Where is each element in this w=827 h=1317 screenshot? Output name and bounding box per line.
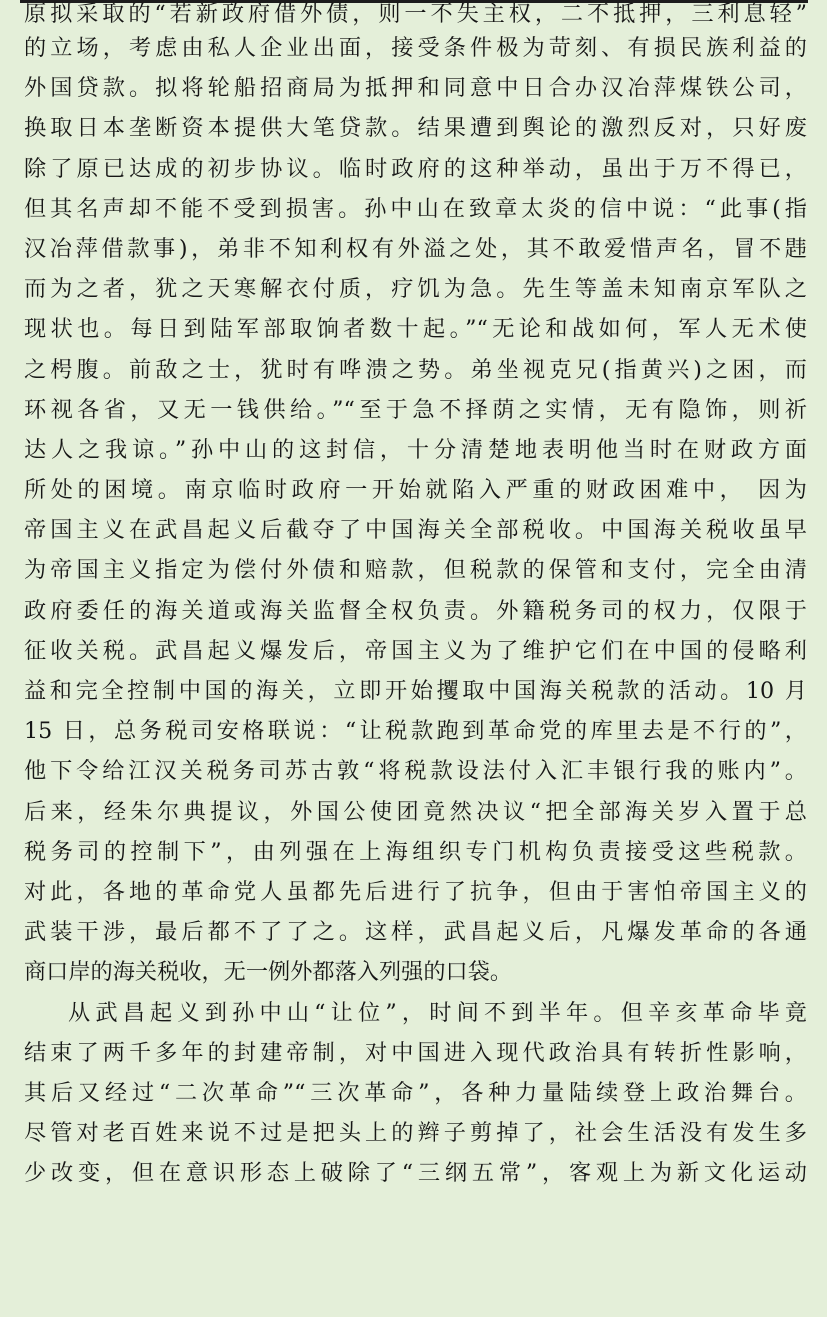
- paragraph-2: [24, 993, 807, 1194]
- text-line: 帝国主义在武昌起义后截夺了中国海关全部税收。中国海关税收虽早: [24, 517, 807, 544]
- text-line: 现状也。每日到陆军部取饷者数十起。”“无论和战如何，军人无术使: [24, 316, 807, 343]
- text-line: 后来，经朱尔典提议，外国公使团竟然决议“把全部海关岁入置于总: [24, 798, 807, 825]
- text-line: 原拟采取的“若新政府借外债，则一不失主权，二不抵押，三利息轻”: [24, 1, 807, 27]
- text-line: 其后又经过“二次革命”“三次革命”，各种力量陆续登上政治舞台。: [24, 1079, 807, 1106]
- text-line: 征收关税。武昌起义爆发后，帝国主义为了维护它们在中国的侵略利: [24, 637, 807, 664]
- text-line: 武装干涉，最后都不了了之。这样，武昌起义后，凡爆发革命的各通: [24, 919, 807, 946]
- text-line: 少改变，但在意识形态上破除了“三纲五常”，客观上为新文化运动: [24, 1160, 807, 1187]
- text-line: 外国贷款。拟将轮船招商局为抵押和同意中日合办汉冶萍煤铁公司，: [24, 75, 807, 102]
- text-line: 但其名声却不能不受到损害。孙中山在致章太炎的信中说：“此事(指: [24, 195, 807, 222]
- text-line: 益和完全控制中国的海关，立即开始攫取中国海关税款的活动。10 月: [24, 678, 807, 704]
- text-line: 尽管对老百姓来说不过是把头上的辫子剪掉了，社会生活没有发生多: [24, 1120, 807, 1147]
- text-line: 为帝国主义指定为偿付外债和赔款，但税款的保管和支付，完全由清: [24, 557, 807, 584]
- text-line: 除了原已达成的初步协议。临时政府的这种举动，虽出于万不得已，: [24, 155, 807, 182]
- document-page: [24, 0, 807, 1193]
- text-line: 环视各省，又无一钱供给。”“至于急不择荫之实情，无有隐饰，则祈: [24, 396, 807, 423]
- paragraph-1: [24, 0, 807, 993]
- text-line: 他下令给江汉关税务司苏古敦“将税款设法付入汇丰银行我的账内”。: [24, 758, 807, 785]
- text-line: 的立场，考虑由私人企业出面，接受条件极为苛刻、有损民族利益的: [24, 35, 807, 61]
- text-line: 15 日，总务税司安格联说：“让税款跑到革命党的库里去是不行的”，: [24, 718, 807, 745]
- text-line: 所处的困境。南京临时政府一开始就陷入严重的财政困难中， 因为: [24, 477, 807, 504]
- text-line: 换取日本垄断资本提供大笔贷款。结果遭到舆论的激烈反对，只好废: [24, 115, 807, 142]
- text-line: 税务司的控制下”，由列强在上海组织专门机构负责接受这些税款。: [24, 838, 807, 865]
- text-line: 商口岸的海关税收，无一例外都落入列强的口袋。: [24, 959, 513, 986]
- text-line: 从武昌起义到孙中山“让位”，时间不到半年。但辛亥革命毕竟: [68, 999, 807, 1026]
- text-line: 对此，各地的革命党人虽都先后进行了抗争，但由于害怕帝国主义的: [24, 878, 807, 905]
- text-line: 结束了两千多年的封建帝制，对中国进入现代政治具有转折性影响，: [24, 1039, 807, 1066]
- text-line: 达人之我谅。”孙中山的这封信，十分清楚地表明他当时在财政方面: [24, 436, 807, 463]
- text-line: 政府委任的海关道或海关监督全权负责。外籍税务司的权力，仅限于: [24, 597, 807, 624]
- text-line: 汉冶萍借款事)，弟非不知利权有外溢之处，其不敢爱惜声名，冒不韪: [24, 235, 807, 262]
- text-line: 之枵腹。前敌之士，犹时有哗溃之势。弟坐视克兄(指黄兴)之困，而: [24, 356, 807, 383]
- text-line: 而为之者，犹之天寒解衣付质，疗饥为急。先生等盖未知南京军队之: [24, 276, 807, 303]
